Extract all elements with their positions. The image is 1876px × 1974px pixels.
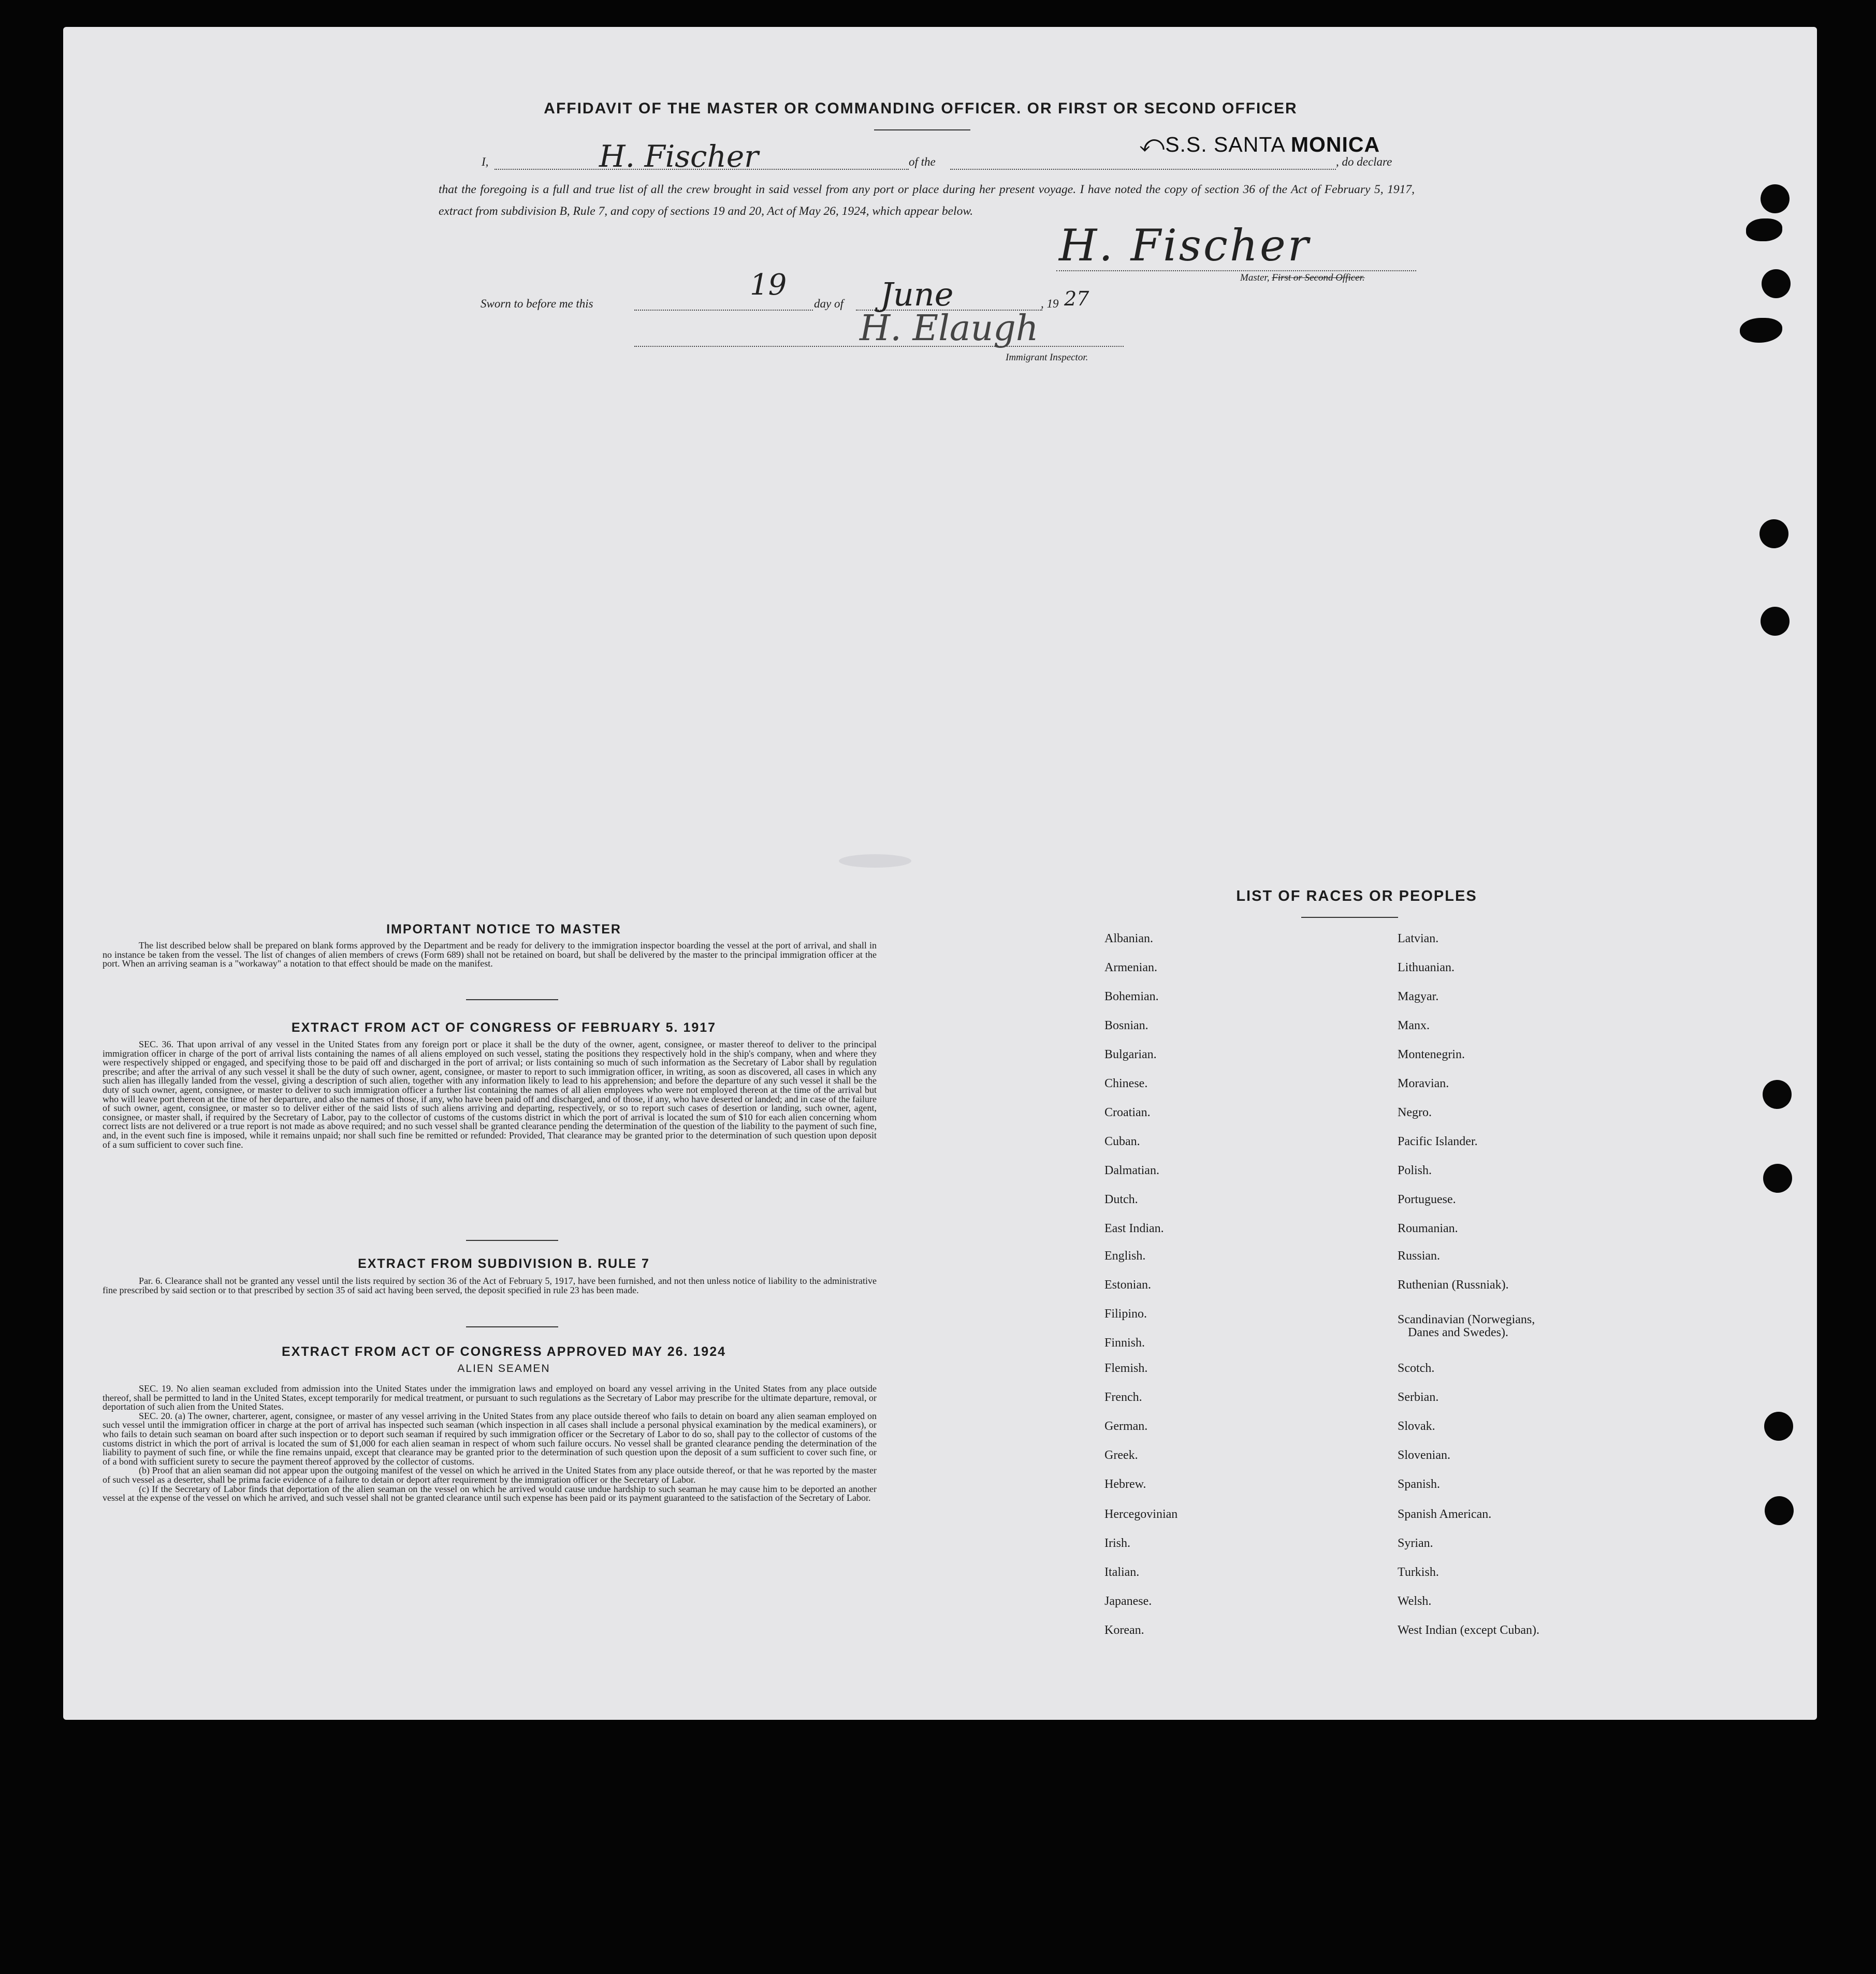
affidavit-body: that the foregoing is a full and true list of all the crew brought in said vessel from any port or place during her present voyage. I have noted the copy of section 36 of the Act of February 5, 1917, extract from subdivision B, Rule 7, and copy of sections 19 and 20, Act of May 26, 1924, which appear below. [439, 183, 1415, 218]
race-item: Turkish. [1398, 1566, 1439, 1579]
punch-hole [1746, 218, 1782, 241]
race-item: Moravian. [1398, 1077, 1449, 1090]
race-item: Polish. [1398, 1164, 1432, 1177]
punch-hole [1764, 1412, 1793, 1441]
master-label: Master, First or Second Officer. [1240, 272, 1365, 283]
race-item: Korean. [1104, 1624, 1144, 1637]
divider [466, 1240, 558, 1241]
race-item: Dalmatian. [1104, 1164, 1159, 1177]
race-item: Hebrew. [1104, 1478, 1146, 1491]
race-item: German. [1104, 1420, 1148, 1433]
race-item: West Indian (except Cuban). [1398, 1624, 1539, 1637]
race-item: Japanese. [1104, 1595, 1152, 1608]
punch-hole [1761, 607, 1790, 636]
month-handwritten: June [880, 275, 954, 313]
race-item: Syrian. [1398, 1537, 1433, 1550]
race-item: East Indian. [1104, 1222, 1164, 1235]
race-item: Dutch. [1104, 1193, 1138, 1206]
extract-1924-subtitle: ALIEN SEAMEN [457, 1363, 550, 1375]
race-item: Negro. [1398, 1106, 1432, 1119]
divider [466, 999, 558, 1000]
race-item: Portuguese. [1398, 1193, 1456, 1206]
race-item: Lithuanian. [1398, 961, 1455, 974]
extract-1917-text: SEC. 36. That upon arrival of any vessel in the United States from any foreign port or place it shall be the duty of the owner, agent, consignee, or master thereof to deliver to the principal immigration officer in charge of the port of arrival lists containing the names of all aliens employed on such vessel, stating the positions they respectively hold in the ship's company, when and where they were respectively shipped or engaged, and specifying those to be paid off and discharged in the port of arrival; or lists containing so much of such information as the Secretary of Labor shall by regulation prescribe; and after the arrival of any such vessel it shall be the duty of such owner, agent, consignee, or master to report to such immigration officer, in writing, as soon as discovered, all cases in which any such alien has illegally landed from the vessel, giving a description of such alien, together with any information likely to lead to his apprehension; and before the departure of any such vessel it shall be the duty of such owner, agent, consignee, or master to deliver to such immigration officer a further list containing the names of all alien employees who were not employed thereon at the time of the arrival but who will leave port thereon at the time of her departure, and also the names of those, if any, who have been paid off and discharged, and of those, if any, who have deserted or landed; and in case of the failure of such owner, agent, consignee, or master so to deliver either of the said lists of such aliens arriving and departing, respectively, or so to report such cases of desertion or landing, such owner, agent, consignee, or master shall, if required by the Secretary of Labor, pay to the collector of customs of the customs district in which the port of arrival is located the sum of $10 for each alien concerning whom correct lists are not delivered or a true report is not made as above required; and no such vessel shall be granted clearance pending the determination of the question of the liability to the payment of such fine, and, in the event such fine is imposed, while it remains unpaid; nor shall such fine be remitted or refunded: Provided, That clearance may be granted prior to the determination of such question upon deposit of a sum sufficient to cover such fine. [103, 1039, 877, 1150]
year-handwritten: 27 [1064, 287, 1089, 310]
paper-smudge [839, 854, 911, 868]
divider [874, 129, 970, 130]
races-list-title: LIST OF RACES OR PEOPLES [1236, 888, 1477, 904]
declarant-label: I, [482, 155, 489, 168]
race-item: Estonian. [1104, 1278, 1151, 1292]
notice-title: IMPORTANT NOTICE TO MASTER [386, 922, 621, 937]
vessel-name-stamp: ⤺S.S. SANTA MONICA [1139, 130, 1380, 157]
race-item: Roumanian. [1398, 1222, 1458, 1235]
race-item: Filipino. [1104, 1307, 1147, 1321]
punch-hole [1765, 1496, 1794, 1525]
day-line [634, 310, 813, 311]
race-item: Scandinavian (Norwegians, [1398, 1313, 1535, 1326]
race-item: Bulgarian. [1104, 1048, 1157, 1061]
master-signature: H. Fischer [1059, 220, 1311, 271]
race-item: Finnish. [1104, 1336, 1145, 1350]
race-item: English. [1104, 1249, 1146, 1263]
race-item: Spanish. [1398, 1478, 1441, 1491]
race-item: Danes and Swedes). [1408, 1326, 1508, 1339]
divider [1301, 917, 1398, 918]
race-item: Manx. [1398, 1019, 1430, 1032]
race-item: Spanish American. [1398, 1508, 1492, 1521]
race-item: Flemish. [1104, 1362, 1148, 1375]
extract-rule7-title: EXTRACT FROM SUBDIVISION B. RULE 7 [358, 1256, 650, 1271]
race-item: Russian. [1398, 1249, 1441, 1263]
race-item: Ruthenian (Russniak). [1398, 1278, 1509, 1292]
race-item: Serbian. [1398, 1391, 1439, 1404]
race-item: Bosnian. [1104, 1019, 1148, 1032]
do-declare-label: , do declare [1336, 155, 1392, 168]
year-label: , 19 [1041, 297, 1059, 310]
race-item: Chinese. [1104, 1077, 1148, 1090]
extract-rule7-text: Par. 6. Clearance shall not be granted any vessel until the lists required by section 36 of the Act of February 5, 1917, have been furnished, and not then unless notice of liability to the administrative fine prescribed by said section or to that prescribed by section 35 of said act having been served, the deposit specified in rule 23 has been made. [103, 1276, 877, 1295]
divider [466, 1326, 558, 1327]
race-item: Greek. [1104, 1449, 1138, 1462]
race-item: Hercegovinian [1104, 1508, 1178, 1521]
race-item: Armenian. [1104, 961, 1157, 974]
race-item: Scotch. [1398, 1362, 1435, 1375]
punch-hole [1761, 184, 1790, 213]
notice-text: The list described below shall be prepared on blank forms approved by the Department and be ready for delivery to the immigration inspector boarding the vessel at the port of arrival, and shall in no instance be taken from the vessel. The list of changes of alien members of crews (Form 689) shall not be retained on board, but shall be delivered by the master to the principal immigration officer at the port. When an arriving seaman is a "workaway" a notation to that effect should be made on the manifest. [103, 940, 877, 969]
race-item: Croatian. [1104, 1106, 1151, 1119]
affidavit-title: AFFIDAVIT OF THE MASTER OR COMMANDING OFFICER. OR FIRST OR SECOND OFFICER [544, 100, 1298, 117]
punch-hole [1763, 1080, 1792, 1109]
race-item: Welsh. [1398, 1595, 1432, 1608]
race-item: Montenegrin. [1398, 1048, 1465, 1061]
punch-hole [1762, 269, 1791, 298]
punch-hole [1763, 1164, 1792, 1193]
race-item: Irish. [1104, 1537, 1130, 1550]
extract-1917-title: EXTRACT FROM ACT OF CONGRESS OF FEBRUARY 5. 1917 [291, 1020, 717, 1035]
race-item: Magyar. [1398, 990, 1439, 1003]
sworn-label: Sworn to before me this [481, 297, 593, 310]
extract-1924-text: SEC. 19. No alien seaman excluded from admission into the United States under the immigration laws and employed on board any vessel arriving in the United States from any place outside thereof, shall be permitted to land in the United States, except temporarily for medical treatment, or pursuant to such regulations as the Secretary of Labor may prescribe for the ultimate departure, removal, or deportation of such alien from the United States. SEC. 20. (a) The owner, charterer, agent, consignee, or master of any vessel arriving in the United States from any place outside thereof who fails to detain on board any alien seaman employed on such vessel until the immigration officer in charge at the port of arrival has inspected such seaman (which inspection in all cases shall include a personal physical examination by the medical examiners), or who fails to detain such seaman on board after such inspection or to deport such seaman if required by such immigration officer or the Secretary of Labor to do so, shall pay to the collector of customs of the customs district in which the port of arrival is located the sum of $1,000 for each alien seaman in respect of whom such failure occurs. No vessel shall be granted clearance pending the determination of the liability to payment of such fine, or while the fine remains unpaid, except that clearance may be granted prior to the determination of such question upon the deposit of a sum sufficient to cover such fine, or of a bond with sufficient surety to secure the payment thereof approved by the collector of customs. (b) Proof that an alien seaman did not appear upon the outgoing manifest of the vessel on which he arrived in the United States from any place outside thereof, or that he was reported by the master of such vessel as a deserter, shall be prima facie evidence of a failure to detain or deport after requirement by the immigration officer or the Secretary of Labor. (c) If the Secretary of Labor finds that deportation of the alien seaman on the vessel on which he arrived would cause undue hardship to such seaman he may cause him to be deported an another vessel at the expense of the vessel on which he arrived, and such vessel shall not be granted clearance until such expense has been paid or its payment guaranteed to the satisfaction of the Secretary of Labor. [103, 1383, 877, 1503]
race-item: Italian. [1104, 1566, 1140, 1579]
race-item: Albanian. [1104, 932, 1153, 945]
extract-1924-title: EXTRACT FROM ACT OF CONGRESS APPROVED MAY 26. 1924 [281, 1344, 726, 1359]
race-item: Cuban. [1104, 1135, 1140, 1148]
race-item: Slovenian. [1398, 1449, 1450, 1462]
of-the-label: of the [909, 155, 936, 168]
race-item: French. [1104, 1391, 1142, 1404]
vessel-line [950, 169, 1336, 170]
race-item: Latvian. [1398, 932, 1439, 945]
punch-hole [1759, 519, 1788, 548]
master-name-handwritten: H. Fischer [599, 139, 759, 174]
day-handwritten: 19 [750, 268, 787, 302]
race-item: Slovak. [1398, 1420, 1435, 1433]
signature-line [1056, 270, 1416, 271]
inspector-label: Immigrant Inspector. [1006, 352, 1088, 363]
race-item: Pacific Islander. [1398, 1135, 1478, 1148]
day-of-label: day of [814, 297, 844, 310]
race-item: Bohemian. [1104, 990, 1159, 1003]
inspector-signature: H. Elaugh [860, 308, 1039, 349]
